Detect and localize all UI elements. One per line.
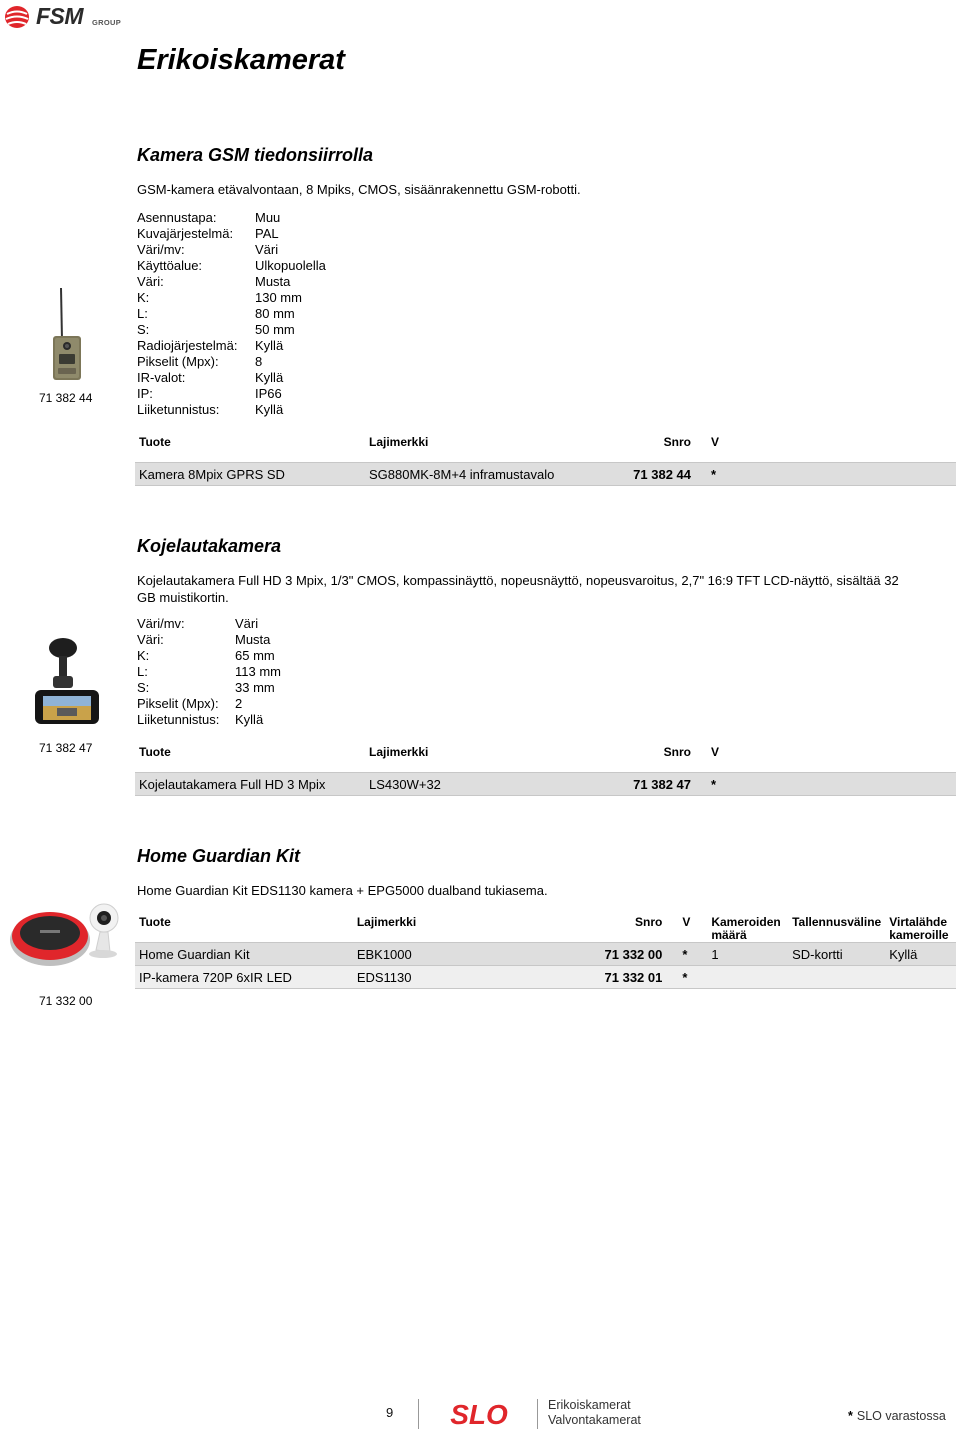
cell-lajimerkki: EBK1000	[353, 943, 571, 966]
col-header-lajimerkki: Lajimerkki	[369, 745, 429, 759]
spec-key: S:	[137, 322, 150, 337]
spec-key: L:	[137, 664, 148, 679]
col-header-virtalahde: Virtalähde kameroille	[889, 915, 949, 942]
spec-key: Radiojärjestelmä:	[137, 338, 238, 353]
spec-key: Käyttöalue:	[137, 258, 203, 273]
spec-value: Kyllä	[235, 712, 264, 727]
col-header-v: V	[682, 915, 691, 929]
product-table	[135, 916, 956, 989]
product-table	[135, 746, 956, 796]
spec-key: Väri/mv:	[137, 616, 185, 631]
col-header-kameroiden-maara: Kameroiden määrä	[711, 915, 781, 942]
spec-key: Liiketunnistus:	[137, 402, 220, 417]
cell-stock-star: *	[707, 773, 956, 796]
spec-value: Väri	[235, 616, 259, 631]
spec-row	[137, 616, 281, 632]
col-header-tuote: Tuote	[139, 745, 171, 759]
spec-row	[137, 680, 281, 696]
cell-tuote: IP-kamera 720P 6xIR LED	[135, 966, 353, 989]
spec-row	[137, 354, 326, 370]
spec-key: Kuvajärjestelmä:	[137, 226, 234, 241]
spec-key: Asennustapa:	[137, 210, 217, 225]
spec-row	[137, 696, 281, 712]
spec-row	[137, 402, 326, 418]
spec-key: K:	[137, 290, 150, 305]
spec-value: Ulkopuolella	[255, 258, 326, 273]
slo-logo	[443, 1400, 515, 1428]
svg-text:SLO: SLO	[450, 1400, 508, 1428]
cell-virtalahde: Kyllä	[885, 943, 956, 966]
spec-value: 8	[255, 354, 263, 369]
cell-lajimerkki: LS430W+32	[365, 773, 595, 796]
col-header-snro: Snro	[663, 745, 691, 759]
spec-key: IR-valot:	[137, 370, 186, 385]
page-title: Erikoiskamerat	[137, 44, 345, 76]
col-header-lajimerkki: Lajimerkki	[356, 915, 417, 929]
spec-value: Musta	[255, 274, 291, 289]
cell-snro: 71 382 47	[595, 773, 707, 796]
cell-stock-star: *	[678, 966, 707, 989]
spec-value: 2	[235, 696, 243, 711]
spec-value: 130 mm	[255, 290, 302, 305]
spec-row	[137, 290, 326, 306]
cell-virtalahde	[885, 966, 956, 989]
section-description: Kojelautakamera Full HD 3 Mpix, 1/3" CMOS, kompassinäyttö, nopeusnäyttö, nopeusvaroitus, 2,7" 16:9 TFT LCD-näyttö, sisältää 32 GB muistikortin.	[137, 573, 899, 605]
spec-row	[137, 242, 326, 258]
spec-row	[137, 712, 281, 728]
col-header-snro: Snro	[635, 915, 663, 929]
cell-tuote: Home Guardian Kit	[135, 943, 353, 966]
product-number: 71 332 00	[39, 994, 93, 1008]
col-header-tuote: Tuote	[139, 435, 171, 449]
section-title: Kamera GSM tiedonsiirrolla	[137, 145, 374, 165]
spec-row	[137, 648, 281, 664]
spec-key: Pikselit (Mpx):	[137, 696, 219, 711]
cell-tallennusvaline	[788, 966, 885, 989]
spec-key: Pikselit (Mpx):	[137, 354, 219, 369]
product-number: 71 382 44	[39, 391, 93, 405]
spec-key: Väri:	[137, 274, 164, 289]
spec-key: Liiketunnistus:	[137, 712, 220, 727]
cell-stock-star: *	[707, 463, 956, 486]
legend-text: SLO varastossa	[856, 1409, 946, 1423]
spec-key: L:	[137, 306, 148, 321]
page-number: 9	[386, 1405, 394, 1420]
cell-stock-star: *	[678, 943, 707, 966]
spec-list	[137, 210, 326, 418]
spec-row	[137, 210, 326, 226]
spec-row	[137, 664, 281, 680]
spec-value: IP66	[255, 386, 282, 401]
gsm-camera-image	[50, 286, 84, 382]
spec-row	[137, 632, 281, 648]
cell-lajimerkki: SG880MK-8M+4 inframustavalo	[365, 463, 595, 486]
logo-text: FSM	[36, 3, 84, 29]
footer-divider	[537, 1399, 538, 1429]
cell-tuote: Kamera 8Mpix GPRS SD	[135, 463, 365, 486]
spec-key: Väri/mv:	[137, 242, 185, 257]
stock-star-icon: *	[848, 1409, 853, 1423]
spec-row	[137, 386, 326, 402]
spec-row	[137, 322, 326, 338]
col-header-tallennusvaline: Tallennusväline	[792, 915, 882, 929]
spec-value: Kyllä	[255, 338, 284, 353]
section-description: Home Guardian Kit EDS1130 kamera + EPG5000 dualband tukiasema.	[137, 883, 548, 898]
logo-subtext: GROUP	[92, 18, 122, 27]
spec-value: 65 mm	[235, 648, 275, 663]
col-header-snro: Snro	[663, 435, 691, 449]
spec-row	[137, 274, 326, 290]
spec-value: 113 mm	[235, 664, 281, 679]
cell-snro: 71 332 01	[571, 966, 678, 989]
cell-lajimerkki: EDS1130	[353, 966, 571, 989]
spec-key: S:	[137, 680, 150, 695]
stock-legend	[848, 1409, 946, 1423]
spec-value: Väri	[255, 242, 279, 257]
spec-value: 33 mm	[235, 680, 275, 695]
footer-category[interactable]: Valvontakamerat	[548, 1413, 641, 1427]
spec-value: Kyllä	[255, 370, 284, 385]
cell-tallennusvaline: SD-kortti	[788, 943, 885, 966]
cell-snro: 71 332 00	[571, 943, 678, 966]
cell-kameroiden-maara: 1	[707, 943, 788, 966]
globe-logo-icon	[4, 5, 30, 29]
table-row[interactable]	[135, 943, 956, 966]
spec-row	[137, 370, 326, 386]
table-row[interactable]	[135, 966, 956, 989]
spec-key: IP:	[137, 386, 153, 401]
spec-row	[137, 338, 326, 354]
spec-value: PAL	[255, 226, 279, 241]
col-header-v: V	[711, 745, 720, 759]
product-table	[135, 436, 956, 486]
spec-value: 50 mm	[255, 322, 295, 337]
footer-divider	[418, 1399, 419, 1429]
spec-value: Kyllä	[255, 402, 284, 417]
spec-list	[137, 616, 281, 728]
section-title: Home Guardian Kit	[137, 846, 301, 866]
cell-kameroiden-maara	[707, 966, 788, 989]
product-number: 71 382 47	[39, 741, 93, 755]
spec-value: 80 mm	[255, 306, 295, 321]
col-header-lajimerkki: Lajimerkki	[369, 435, 429, 449]
footer-category[interactable]: Erikoiskamerat	[548, 1398, 631, 1412]
spec-row	[137, 306, 326, 322]
fsm-group-logo	[4, 4, 120, 30]
col-header-tuote: Tuote	[139, 915, 171, 929]
spec-row	[137, 226, 326, 242]
col-header-v: V	[711, 435, 720, 449]
spec-key: Väri:	[137, 632, 164, 647]
spec-key: K:	[137, 648, 150, 663]
spec-value: Muu	[255, 210, 281, 225]
table-row[interactable]	[135, 463, 956, 486]
spec-value: Musta	[235, 632, 271, 647]
cell-tuote: Kojelautakamera Full HD 3 Mpix	[135, 773, 365, 796]
footer-categories	[548, 1398, 641, 1428]
section-title: Kojelautakamera	[137, 536, 282, 556]
spec-row	[137, 258, 326, 274]
dashcam-image	[33, 636, 101, 728]
home-guardian-kit-image	[6, 900, 126, 980]
table-row[interactable]	[135, 773, 956, 796]
cell-snro: 71 382 44	[595, 463, 707, 486]
section-description: GSM-kamera etävalvontaan, 8 Mpiks, CMOS, sisäänrakennettu GSM-robotti.	[137, 182, 581, 197]
